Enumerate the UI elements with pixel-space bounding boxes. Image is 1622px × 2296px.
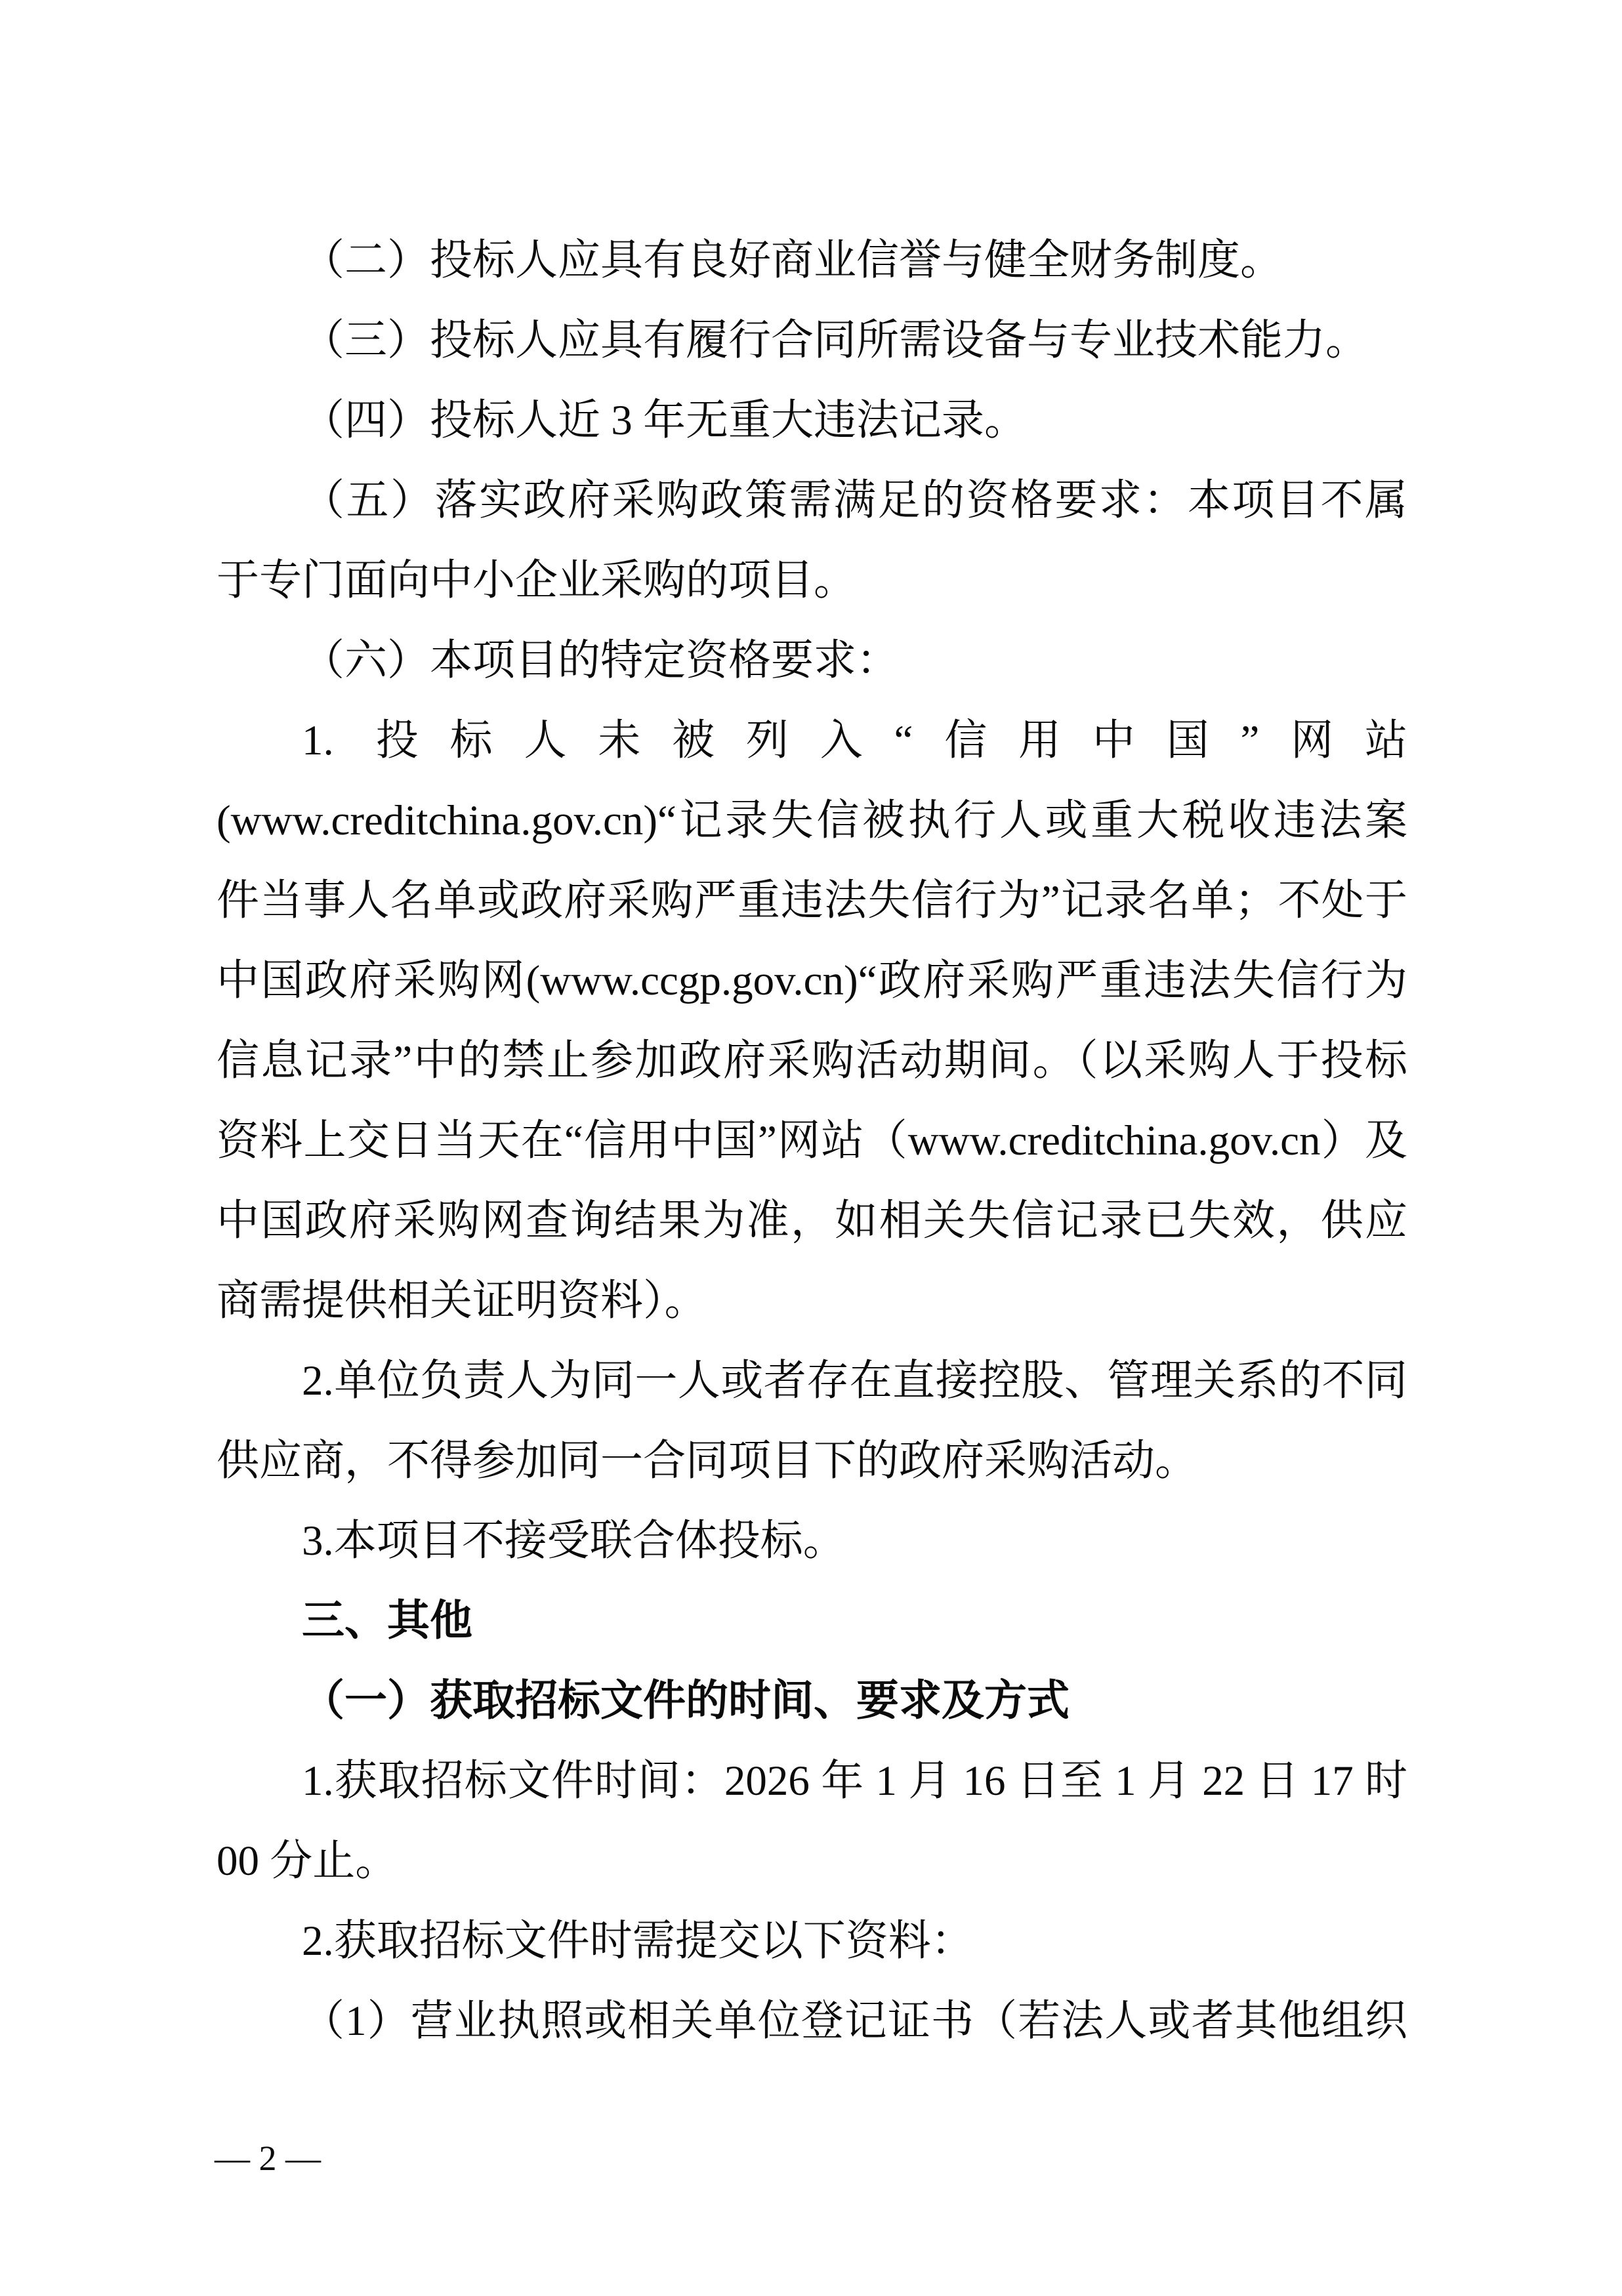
doc-line-5: 于专门面向中小企业采购的项目。 — [217, 557, 857, 604]
doc-line-7: 1. 投标人未被列入“信用中国”网站 — [302, 717, 1407, 764]
doc-line-20: 1.获取招标文件时间：2026 年 1 月 16 日至 1 月 22 日 17 时 — [302, 1757, 1407, 1805]
doc-line-2: （三）投标人应具有履行合同所需设备与专业技术能力。 — [302, 317, 1369, 364]
doc-line-13: 中国政府采购网查询结果为准，如相关失信记录已失效，供应 — [217, 1197, 1407, 1244]
doc-line-12: 资料上交日当天在“信用中国”网站（www.creditchina.gov.cn）及 — [217, 1117, 1407, 1164]
doc-line-8: (www.creditchina.gov.cn)“记录失信被执行人或重大税收违法案 — [217, 797, 1407, 844]
doc-line-22: 2.获取招标文件时需提交以下资料： — [302, 1917, 974, 1965]
page-number: — 2 — — [215, 2139, 321, 2178]
doc-line-6: （六）本项目的特定资格要求： — [302, 637, 900, 684]
doc-line-16: 供应商，不得参加同一合同项目下的政府采购活动。 — [217, 1437, 1198, 1485]
doc-line-21: 00 分止。 — [217, 1837, 398, 1885]
doc-line-23: （1）营业执照或相关单位登记证书（若法人或者其他组织 — [302, 1998, 1407, 2045]
doc-line-17: 3.本项目不接受联合体投标。 — [302, 1517, 846, 1565]
doc-line-4: （五）落实政府采购政策需满足的资格要求：本项目不属 — [302, 477, 1407, 524]
doc-line-15: 2.单位负责人为同一人或者存在直接控股、管理关系的不同 — [302, 1357, 1407, 1404]
section-heading: 三、其他 — [302, 1597, 473, 1645]
doc-line-9: 件当事人名单或政府采购严重违法失信行为”记录名单；不处于 — [217, 877, 1407, 924]
doc-line-10: 中国政府采购网(www.ccgp.gov.cn)“政府采购严重违法失信行为 — [217, 957, 1407, 1004]
text-content — [217, 220, 1407, 2061]
doc-line-1: （二）投标人应具有良好商业信誉与健全财务制度。 — [302, 237, 1283, 284]
doc-line-14: 商需提供相关证明资料）。 — [217, 1277, 707, 1324]
doc-line-11: 信息记录”中的禁止参加政府采购活动期间。（以采购人于投标 — [217, 1037, 1407, 1084]
subsection-heading: （一）获取招标文件的时间、要求及方式 — [302, 1677, 1070, 1725]
doc-line-3: （四）投标人近 3 年无重大违法记录。 — [302, 397, 1028, 444]
